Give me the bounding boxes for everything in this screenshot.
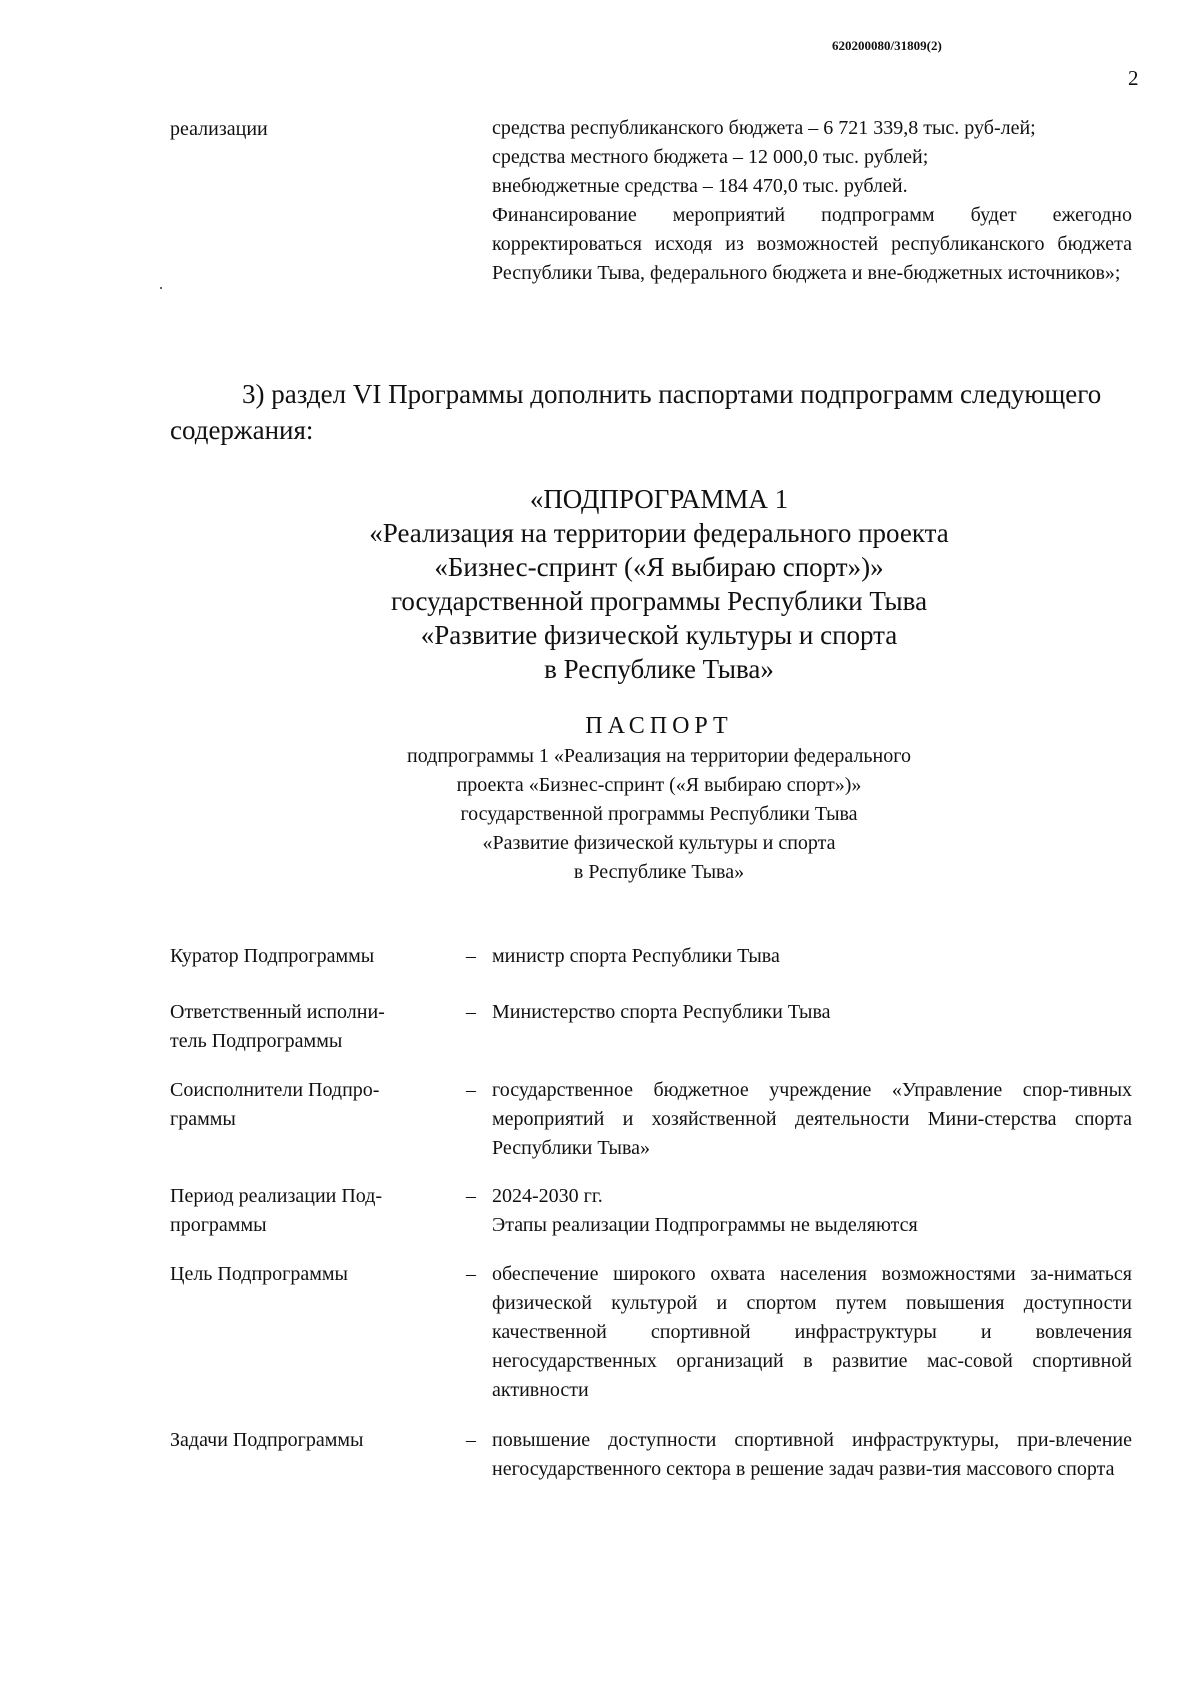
row-dash: –	[466, 1079, 476, 1101]
row-dash: –	[466, 1429, 476, 1451]
passport-header	[170, 710, 1148, 887]
row-label-line: Соисполнители Подпро-	[170, 1079, 380, 1101]
passport-row-curator	[170, 942, 1148, 982]
row-value	[492, 998, 1132, 1027]
row-value	[492, 1260, 1132, 1405]
row-label	[170, 1076, 442, 1134]
row-dash: –	[466, 1185, 476, 1207]
page-number: 2	[1128, 66, 1139, 90]
passport-row-period	[170, 1182, 1148, 1242]
row-value	[492, 1182, 1132, 1240]
subprogram-title-line: «Развитие физической культуры и спорта	[420, 620, 898, 650]
row-value-line: повышение доступности спортивной инфраструктуры, при-влечение негосударственного сектора в решение задач разви-тия массового спорта	[492, 1429, 1132, 1480]
row-value-line: 2024-2030 гг.	[492, 1185, 603, 1207]
passport-row-coexecutors	[170, 1076, 1148, 1164]
row-label-line: Куратор Подпрограммы	[170, 945, 375, 967]
amendment-line-1: 3) раздел VI Программы дополнить паспортами подпрограмм следующего	[242, 379, 1102, 409]
subprogram-title-line: «ПОДПРОГРАММА 1	[529, 484, 789, 514]
row-value	[492, 1426, 1132, 1484]
passport-row-goal	[170, 1260, 1148, 1408]
row-value	[492, 1076, 1132, 1163]
row-label	[170, 1426, 442, 1455]
passport-subtitle-line: государственной программы Республики Тыва	[460, 803, 858, 825]
funding-extrabudgetary: внебюджетные средства – 184 470,0 тыс. рублей.	[492, 175, 908, 197]
row-label-line: Задачи Подпрограммы	[170, 1429, 364, 1451]
amendment-line-2: содержания:	[170, 415, 314, 445]
funding-local: средства местного бюджета – 12 000,0 тыс. рублей;	[492, 146, 929, 168]
passport-row-tasks	[170, 1426, 1148, 1516]
passport-subtitle-line: в Республике Тыва»	[573, 861, 745, 883]
row-value-line: министр спорта Республики Тыва	[492, 945, 780, 967]
row-label-line: программы	[170, 1214, 267, 1236]
subprogram-title-line: «Реализация на территории федерального проекта	[369, 518, 949, 548]
subprogram-title-line: в Республике Тыва»	[544, 654, 774, 684]
row-label-line: Период реализации Под-	[170, 1185, 383, 1207]
amendment-paragraph	[170, 376, 1148, 448]
row-label-line: граммы	[170, 1108, 236, 1130]
row-dash: –	[466, 945, 476, 967]
continuation-text	[492, 114, 1132, 288]
subprogram-title-line: «Бизнес-спринт («Я выбираю спорт»)»	[434, 552, 884, 582]
row-value-line: государственное бюджетное учреждение «Управление спор-тивных мероприятий и хозяйственной деятельности Мини-стерства спорта Республики Тыва»	[492, 1079, 1132, 1159]
funding-note: Финансирование мероприятий подпрограмм будет ежегодно корректироваться исходя из возможностей республиканского бюджета Республики Тыва, федерального бюджета и вне-бюджетных источников»;	[492, 204, 1132, 284]
row-label	[170, 998, 442, 1056]
row-label	[170, 942, 442, 971]
row-dash: –	[466, 1001, 476, 1023]
passport-table	[170, 942, 1148, 1480]
row-value-line: Министерство спорта Республики Тыва	[492, 1001, 831, 1023]
row-value-line: Этапы реализации Подпрограммы не выделяются	[492, 1214, 918, 1236]
passport-row-responsible	[170, 998, 1148, 1058]
passport-subtitle-line: «Развитие физической культуры и спорта	[482, 832, 836, 854]
row-value	[492, 942, 1132, 971]
continuation-label: реализации	[170, 118, 268, 140]
scan-speck	[160, 287, 162, 289]
document-id: 620200080/31809(2)	[832, 38, 942, 53]
row-label-line: Цель Подпрограммы	[170, 1263, 348, 1285]
row-label	[170, 1182, 442, 1240]
row-label-line: тель Подпрограммы	[170, 1030, 343, 1052]
passport-heading: ПАСПОРТ	[585, 713, 733, 739]
row-dash: –	[466, 1263, 476, 1285]
passport-subtitle-line: подпрограммы 1 «Реализация на территории федерального	[407, 745, 911, 767]
row-label-line: Ответственный исполни-	[170, 1001, 385, 1023]
row-value-line: обеспечение широкого охвата населения возможностями за-ниматься физической культурой и спортом путем повышения доступности качественной спортивной инфраструктуры и вовлечения негосударственных организаций в развитие мас-совой спортивной активности	[492, 1263, 1132, 1401]
funding-republican: средства республиканского бюджета – 6 721 339,8 тыс. руб-лей;	[492, 117, 1036, 139]
passport-subtitle-line: проекта «Бизнес-спринт («Я выбираю спорт»)»	[456, 774, 862, 796]
subprogram-title	[170, 482, 1148, 686]
subprogram-title-line: государственной программы Республики Тыва	[390, 586, 928, 616]
row-label	[170, 1260, 442, 1289]
